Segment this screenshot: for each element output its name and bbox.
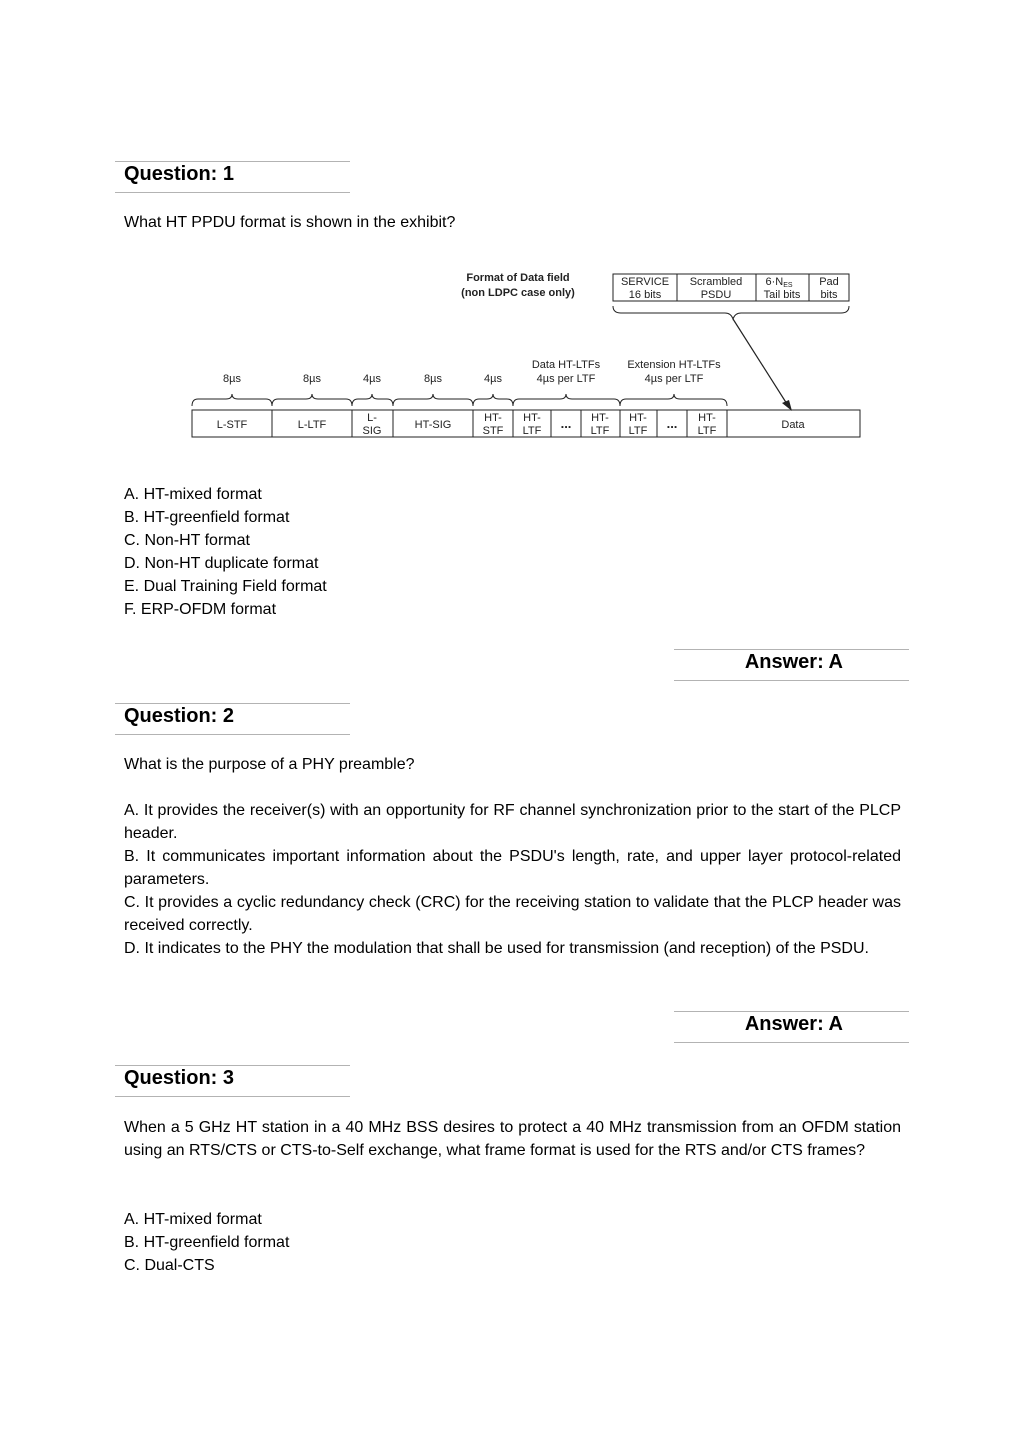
psdu-label: PSDU	[700, 289, 732, 301]
field-l-sig-line1: L-	[367, 412, 377, 424]
data-field-title-line1: Format of Data field	[466, 272, 570, 284]
q1-answer-text: Answer: A	[744, 651, 843, 673]
question-2-title: Question: 2	[124, 705, 235, 727]
q1-option-d: D. Non-HT duplicate format	[124, 555, 319, 572]
ellipsis-2: ...	[666, 416, 678, 431]
q1-option-a: A. HT-mixed format	[124, 486, 262, 503]
arrow-head	[782, 400, 792, 411]
field-l-sig-line2: SIG	[362, 425, 382, 437]
question-2-answer	[674, 1011, 909, 1043]
field-ht-sig: HT-SIG	[414, 419, 452, 431]
ppdu-field-row	[192, 410, 860, 437]
service-bits-label: 16 bits	[628, 289, 662, 301]
q1-option-e: E. Dual Training Field format	[124, 578, 327, 595]
q2-option-b: B. It communicates important information about the PSDU's length, rate, and upper layer protocol-related parameters.	[124, 848, 901, 888]
data-field-brace	[613, 306, 849, 319]
ellipsis-1: ...	[560, 416, 572, 431]
question-3-options	[124, 1208, 901, 1277]
field-data: Data	[781, 419, 805, 431]
q2-option-c: C. It provides a cyclic redundancy check (CRC) for the receiving station to validate that the PLCP header was received correctly.	[124, 894, 901, 934]
q3-option-a: A. HT-mixed format	[124, 1211, 262, 1228]
field-ht-stf-line1: HT-	[484, 412, 502, 424]
extension-htltfs-duration: 4µs per LTF	[644, 373, 704, 385]
field-ht-ltf-1-line1: HT-	[523, 412, 541, 424]
question-3-title: Question: 3	[124, 1067, 235, 1089]
field-ht-ltf-1-line2: LTF	[522, 425, 542, 437]
question-1-title: Question: 1	[124, 163, 235, 185]
l-ltf-duration: 8µs	[303, 373, 321, 385]
arrow-line	[733, 319, 787, 404]
tail-nes-text: 6·N	[765, 276, 784, 288]
question-1-options	[124, 483, 901, 621]
field-braces	[192, 394, 727, 406]
question-1-answer	[674, 649, 909, 681]
q3-option-c: C. Dual-CTS	[124, 1257, 215, 1274]
question-3-text: When a 5 GHz HT station in a 40 MHz BSS desires to protect a 40 MHz transmission from an OFDM station using an RTS/CTS or CTS-to-Self exchange, what frame format is used for the RTS and/or CTS frames?	[124, 1119, 901, 1159]
ht-stf-duration: 4µs	[484, 373, 502, 385]
data-htltfs-label: Data HT-LTFs	[531, 359, 601, 371]
ht-sig-duration: 8µs	[424, 373, 442, 385]
field-ht-ltf-2-line2: LTF	[590, 425, 610, 437]
field-l-stf: L-STF	[216, 419, 248, 431]
q2-option-a: A. It provides the receiver(s) with an opportunity for RF channel synchronization prior to the start of the PLCP header.	[124, 802, 901, 842]
q1-option-c: C. Non-HT format	[124, 532, 250, 549]
pad-bits-label: bits	[820, 289, 838, 301]
question-2-heading	[115, 703, 350, 735]
tail-bits-label: Tail bits	[763, 289, 801, 301]
field-ht-ltf-4-line2: LTF	[697, 425, 717, 437]
q2-option-d: D. It indicates to the PHY the modulation that shall be used for transmission (and reception) of the PSDU.	[124, 940, 869, 957]
field-ht-ltf-2-line1: HT-	[591, 412, 609, 424]
q2-answer-text: Answer: A	[744, 1013, 843, 1035]
field-ht-ltf-3-line1: HT-	[629, 412, 647, 424]
tail-nes-label	[765, 276, 792, 289]
question-2-text: What is the purpose of a PHY preamble?	[124, 756, 415, 773]
pad-label: Pad	[819, 276, 839, 288]
field-ht-ltf-3-line2: LTF	[628, 425, 648, 437]
question-2-options	[124, 799, 901, 960]
question-1-heading	[115, 161, 350, 193]
ppdu-exhibit-diagram	[180, 262, 880, 447]
extension-htltfs-label: Extension HT-LTFs	[627, 359, 721, 371]
service-label: SERVICE	[620, 276, 670, 288]
field-ht-ltf-4-line1: HT-	[698, 412, 716, 424]
data-htltfs-duration: 4µs per LTF	[536, 373, 596, 385]
scrambled-label: Scrambled	[689, 276, 743, 288]
l-stf-duration: 8µs	[223, 373, 241, 385]
question-3-heading	[115, 1065, 350, 1097]
data-field-title-line2: (non LDPC case only)	[461, 287, 575, 299]
field-l-ltf: L-LTF	[297, 419, 327, 431]
l-sig-duration: 4µs	[363, 373, 381, 385]
q1-option-f: F. ERP-OFDM format	[124, 601, 277, 618]
tail-nes-subscript: ES	[783, 282, 793, 289]
question-1-text: What HT PPDU format is shown in the exhibit?	[124, 214, 456, 231]
q1-option-b: B. HT-greenfield format	[124, 509, 290, 526]
q3-option-b: B. HT-greenfield format	[124, 1234, 290, 1251]
field-ht-stf-line2: STF	[482, 425, 504, 437]
